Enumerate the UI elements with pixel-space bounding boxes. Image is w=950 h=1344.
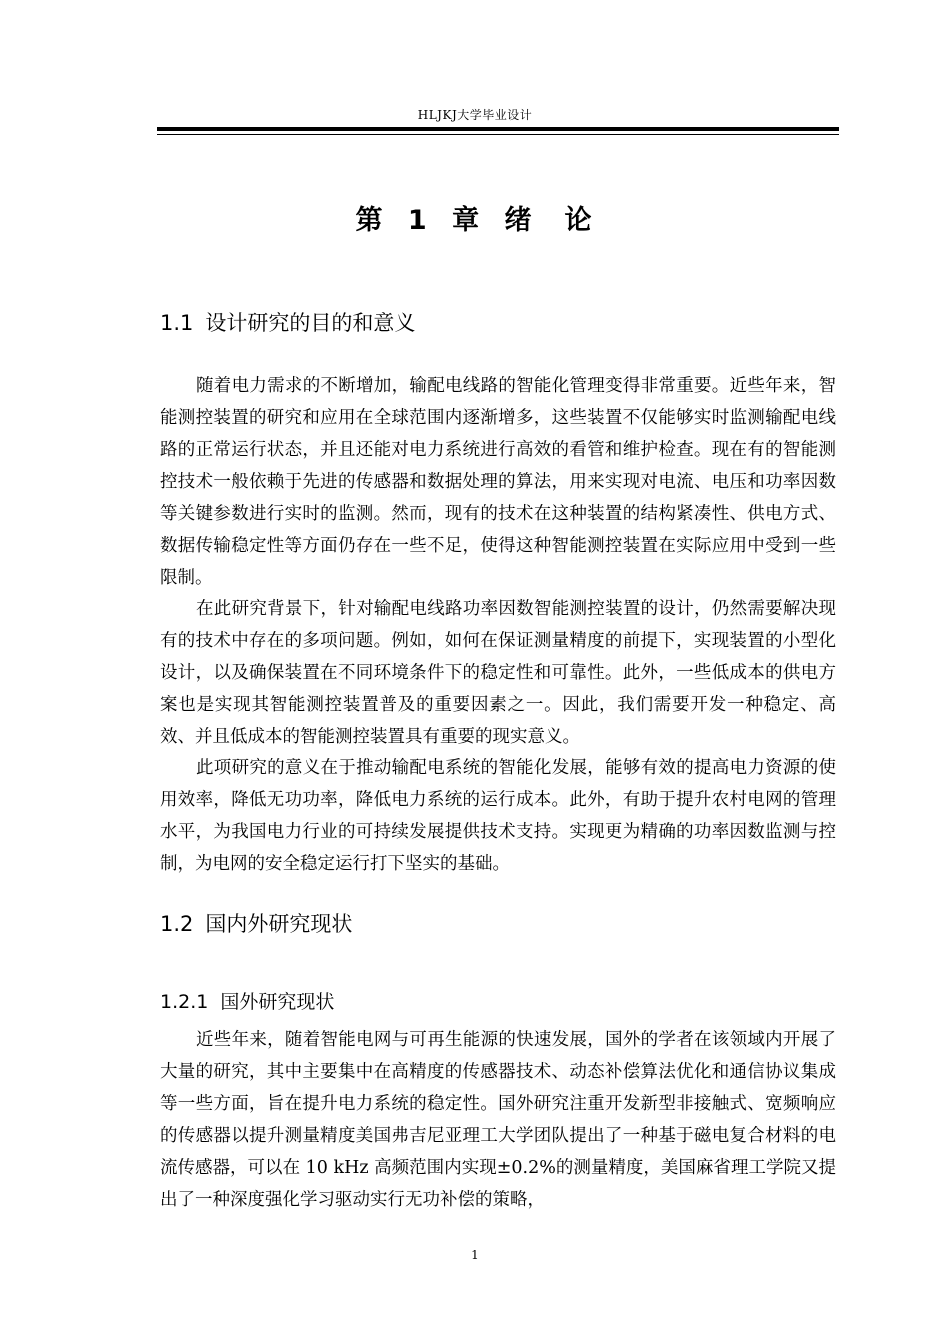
- body-paragraph: 此项研究的意义在于推动输配电系统的智能化发展，能够有效的提高电力资源的使用效率，降低无功功率，降低电力系统的运行成本。此外，有助于提升农村电网的管理水平，为我国电力行业的可持续发展提供技术支持。实现更为精确的功率因数监测与控制，为电网的安全稳定运行打下坚实的基础。: [160, 758, 836, 874]
- body-paragraph: 在此研究背景下，针对输配电线路功率因数智能测控装置的设计，仍然需要解决现有的技术中存在的多项问题。例如，如何在保证测量精度的前提下，实现装置的小型化设计，以及确保装置在不同环境条件下的稳定性和可靠性。此外，一些低成本的供电方案也是实现其智能测控装置普及的重要因素之一。因此，我们需要开发一种稳定、高效、并且低成本的智能测控装置具有重要的现实意义。: [160, 599, 836, 747]
- chapter-title: 第 1 章 绪 论: [355, 205, 595, 236]
- section-number: 1.1: [160, 311, 194, 335]
- header-rule-thick: [157, 127, 839, 131]
- section-heading-1-2: [160, 908, 352, 938]
- page-number: 1: [471, 1248, 479, 1262]
- subsection-number: 1.2.1: [160, 991, 209, 1013]
- running-header: HLJKJ大学毕业设计: [417, 108, 533, 122]
- subsection-title: 国外研究现状: [220, 991, 335, 1013]
- section-title: 设计研究的目的和意义: [205, 311, 416, 335]
- body-paragraph: 随着电力需求的不断增加，输配电线路的智能化管理变得非常重要。近些年来，智能测控装置的研究和应用在全球范围内逐渐增多，这些装置不仅能够实时监测输配电线路的正常运行状态，并且还能对电力系统进行高效的看管和维护检查。现在有的智能测控技术一般依赖于先进的传感器和数据处理的算法，用来实现对电流、电压和功率因数等关键参数进行实时的监测。然而，现有的技术在这种装置的结构紧凑性、供电方式、数据传输稳定性等方面仍存在一些不足，使得这种智能测控装置在实际应用中受到一些限制。: [160, 376, 836, 588]
- section-number: 1.2: [160, 912, 194, 936]
- section-heading-1-1: [160, 307, 415, 337]
- header-rule-thin: [157, 134, 839, 135]
- section-title: 国内外研究现状: [205, 912, 353, 936]
- subsection-heading-1-2-1: [160, 987, 334, 1014]
- body-paragraph: 近些年来，随着智能电网与可再生能源的快速发展，国外的学者在该领域内开展了大量的研究，其中主要集中在高精度的传感器技术、动态补偿算法优化和通信协议集成等一些方面，旨在提升电力系统的稳定性。国外研究注重开发新型非接触式、宽频响应的传感器以提升测量精度美国弗吉尼亚理工大学团队提出了一种基于磁电复合材料的电流传感器，可以在 10 kHz 高频范围内实现±0.2%的测量精度，美国麻省理工学院又提出了一种深度强化学习驱动实行无功补偿的策略，: [160, 1030, 836, 1210]
